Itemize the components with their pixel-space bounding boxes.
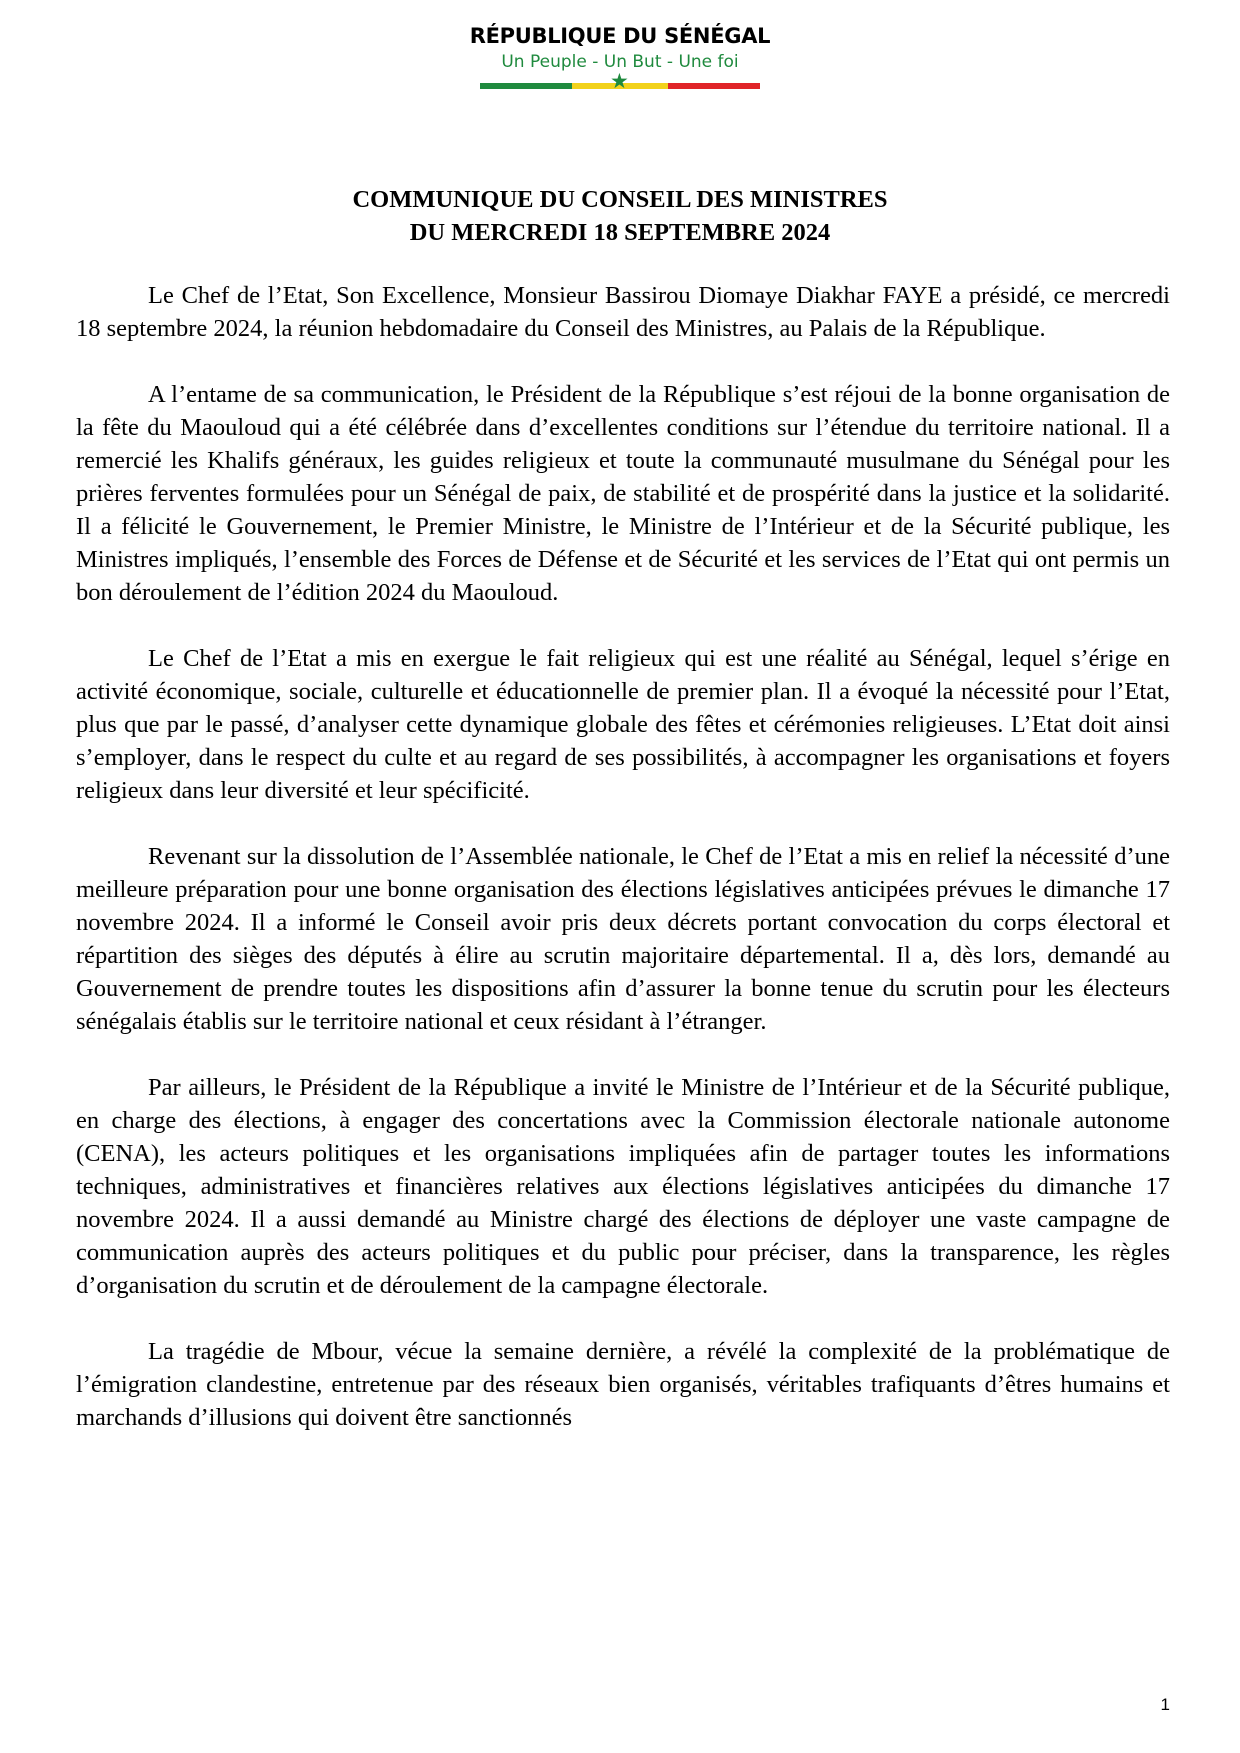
star-icon: ★ — [610, 69, 629, 93]
paragraph: La tragédie de Mbour, vécue la semaine dernière, a révélé la complexité de la problématique de l’émigration clandestine, entretenue par des réseaux bien organisés, véritables trafiquants d’êtres humains et marchands d’illusions qui doivent être sanctionnés — [76, 1338, 1170, 1431]
paragraph: Le Chef de l’Etat, Son Excellence, Monsieur Bassirou Diomaye Diakhar FAYE a présidé, ce mercredi 18 septembre 2024, la réunion hebdomadaire du Conseil des Ministres, au Palais de la République. — [76, 282, 1170, 342]
document-title — [0, 183, 1240, 249]
flag-band-green — [480, 83, 572, 89]
paragraph: Revenant sur la dissolution de l’Assemblée nationale, le Chef de l’Etat a mis en relief la nécessité d’une meilleure préparation pour une bonne organisation des élections législatives anticipées prévues le dimanche 17 novembre 2024. Il a informé le Conseil avoir pris deux décrets portant convocation du corps électoral et répartition des sièges des députés à élire au scrutin majoritaire départemental. Il a, dès lors, demandé au Gouvernement de prendre toutes les dispositions afin d’assurer la bonne tenue du scrutin pour les électeurs sénégalais établis sur le territoire national et ceux résidant à l’étranger. — [76, 843, 1170, 1035]
flag-bar — [480, 69, 760, 93]
title-line-2: DU MERCREDI 18 SEPTEMBRE 2024 — [409, 219, 831, 246]
national-motto: Un Peuple - Un But - Une foi — [501, 52, 739, 72]
paragraph: Par ailleurs, le Président de la République a invité le Ministre de l’Intérieur et de la Sécurité publique, en charge des élections, à engager des concertations avec la Commission électorale nationale autonome (CENA), les acteurs politiques et les organisations impliquées afin de partager toutes les informations techniques, administratives et financières relatives aux élections législatives anticipées du dimanche 17 novembre 2024. Il a aussi demandé au Ministre chargé des élections de déployer une vaste campagne de communication auprès des acteurs politiques et du public pour préciser, dans la transparence, les règles d’organisation du scrutin et de déroulement de la campagne électorale. — [76, 1074, 1170, 1299]
paragraph: A l’entame de sa communication, le Président de la République s’est réjoui de la bonne organisation de la fête du Maouloud qui a été célébrée dans d’excellentes conditions sur l’étendue du territoire national. Il a remercié les Khalifs généraux, les guides religieux et toute la communauté musulmane du Sénégal pour les prières ferventes formulées pour un Sénégal de paix, de stabilité et de prospérité dans la justice et la solidarité. Il a félicité le Gouvernement, le Premier Ministre, le Ministre de l’Intérieur et de la Sécurité publique, les Ministres impliqués, l’ensemble des Forces de Défense et de Sécurité et les services de l’Etat qui ont permis un bon déroulement de l’édition 2024 du Maouloud. — [76, 381, 1170, 606]
page-number: 1 — [1160, 1695, 1170, 1714]
letterhead — [0, 22, 1240, 93]
paragraph: Le Chef de l’Etat a mis en exergue le fait religieux qui est une réalité au Sénégal, lequel s’érige en activité économique, sociale, culturelle et éducationnelle de premier plan. Il a évoqué la nécessité pour l’Etat, plus que par le passé, d’analyser cette dynamique globale des fêtes et cérémonies religieuses. L’Etat doit ainsi s’employer, dans le respect du culte et au regard de ses possibilités, à accompagner les organisations et foyers religieux dans leur diversité et leur spécificité. — [76, 645, 1170, 804]
republic-name: RÉPUBLIQUE DU SÉNÉGAL — [469, 24, 771, 48]
document-body — [76, 279, 1170, 1467]
title-line-1: COMMUNIQUE DU CONSEIL DES MINISTRES — [352, 186, 888, 213]
flag-band-red — [668, 83, 760, 89]
